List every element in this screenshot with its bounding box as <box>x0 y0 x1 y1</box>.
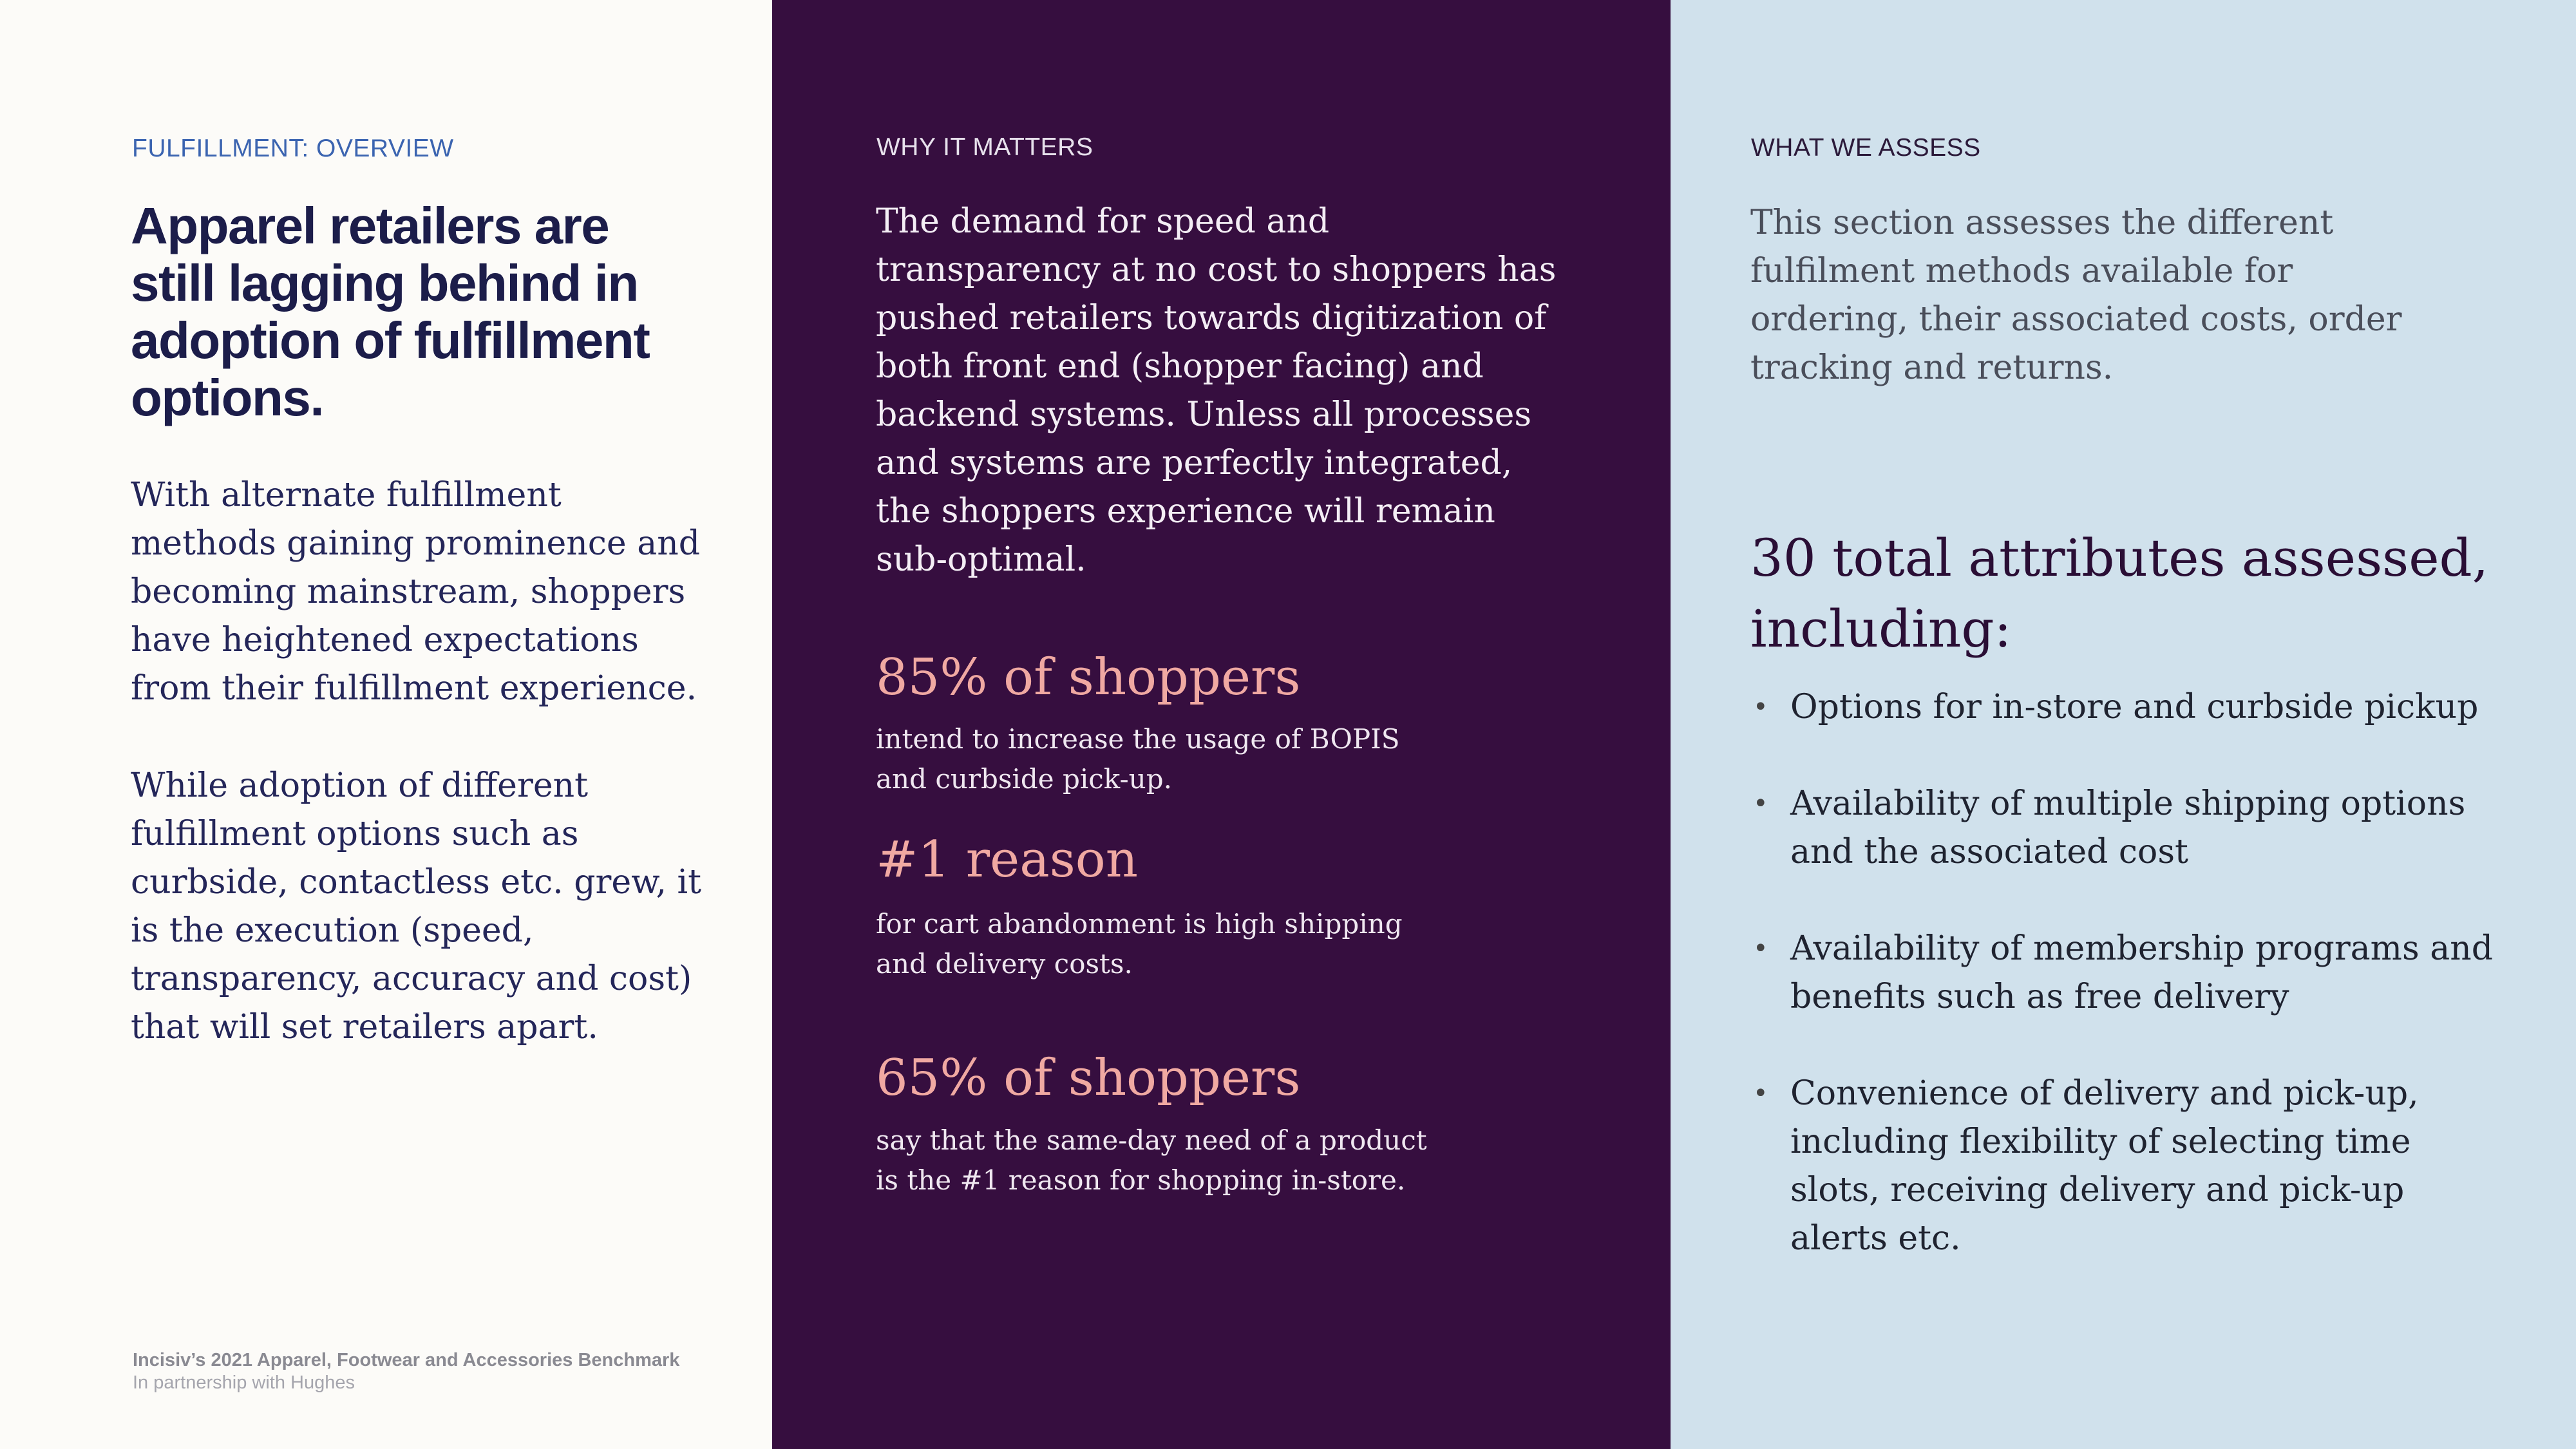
stat-description: intend to increase the usage of BOPIS and curbside pick-up. <box>876 723 1400 795</box>
list-item <box>1750 780 2510 876</box>
why-it-matters-paragraph: The demand for speed and transparency at no cost to shoppers has pushed retailers towards digitization of both front end (shopper facing) and backend systems. Unless all processes and systems are perfectly integrated, the shoppers experience will remain sub-optimal. <box>876 202 1557 579</box>
attributes-list <box>1750 683 2510 1311</box>
section-eyebrow: WHAT WE ASSESS <box>1751 134 1981 162</box>
page-headline: Apparel retailers are still lagging behind in adoption of fulfillment options. <box>131 197 650 426</box>
section-eyebrow: FULFILLMENT: OVERVIEW <box>132 135 454 162</box>
bullet-icon: • <box>1753 692 1768 722</box>
list-item-text: Availability of multiple shipping options and the associated cost <box>1790 784 2466 871</box>
stat-description: for cart abandonment is high shipping and delivery costs. <box>876 908 1403 980</box>
what-we-assess-column <box>1671 0 2576 1449</box>
assessment-paragraph: This section assesses the different fulfilment methods available for ordering, their associated costs, order tracking and returns. <box>1750 204 2402 387</box>
overview-paragraph-1: With alternate fulfillment methods gaining prominence and becoming mainstream, shoppers have heightened expectations from their fulfillment experience. <box>131 476 700 708</box>
footer-partnership: In partnership with Hughes <box>133 1372 355 1393</box>
bullet-icon: • <box>1753 1079 1768 1108</box>
stat-headline: 85% of shoppers <box>876 649 1301 706</box>
stat-headline: #1 reason <box>876 831 1138 889</box>
bullet-icon: • <box>1753 789 1768 819</box>
list-item-text: Convenience of delivery and pick-up, including flexibility of selecting time slots, receiving delivery and pick-up alerts etc. <box>1790 1074 2419 1258</box>
stat-headline: 65% of shoppers <box>876 1049 1301 1107</box>
list-item <box>1750 683 2510 732</box>
section-eyebrow: WHY IT MATTERS <box>876 133 1094 161</box>
stat-description: say that the same-day need of a product is the #1 reason for shopping in-store. <box>876 1124 1427 1196</box>
footer-report-title: Incisiv’s 2021 Apparel, Footwear and Accessories Benchmark <box>133 1350 680 1370</box>
list-item-text: Options for in-store and curbside pickup <box>1790 688 2479 726</box>
attributes-headline: 30 total attributes assessed, including: <box>1750 528 2489 659</box>
list-item <box>1750 1070 2510 1263</box>
bullet-icon: • <box>1753 934 1768 963</box>
overview-paragraph-2: While adoption of different fulfillment options such as curbside, contactless etc. grew, it is the execution (speed, transparency, accuracy and cost) that will set retailers apart. <box>131 766 702 1046</box>
why-it-matters-column <box>772 0 1671 1449</box>
overview-column <box>0 0 772 1449</box>
list-item-text: Availability of membership programs and benefits such as free delivery <box>1790 929 2493 1016</box>
list-item <box>1750 925 2510 1021</box>
